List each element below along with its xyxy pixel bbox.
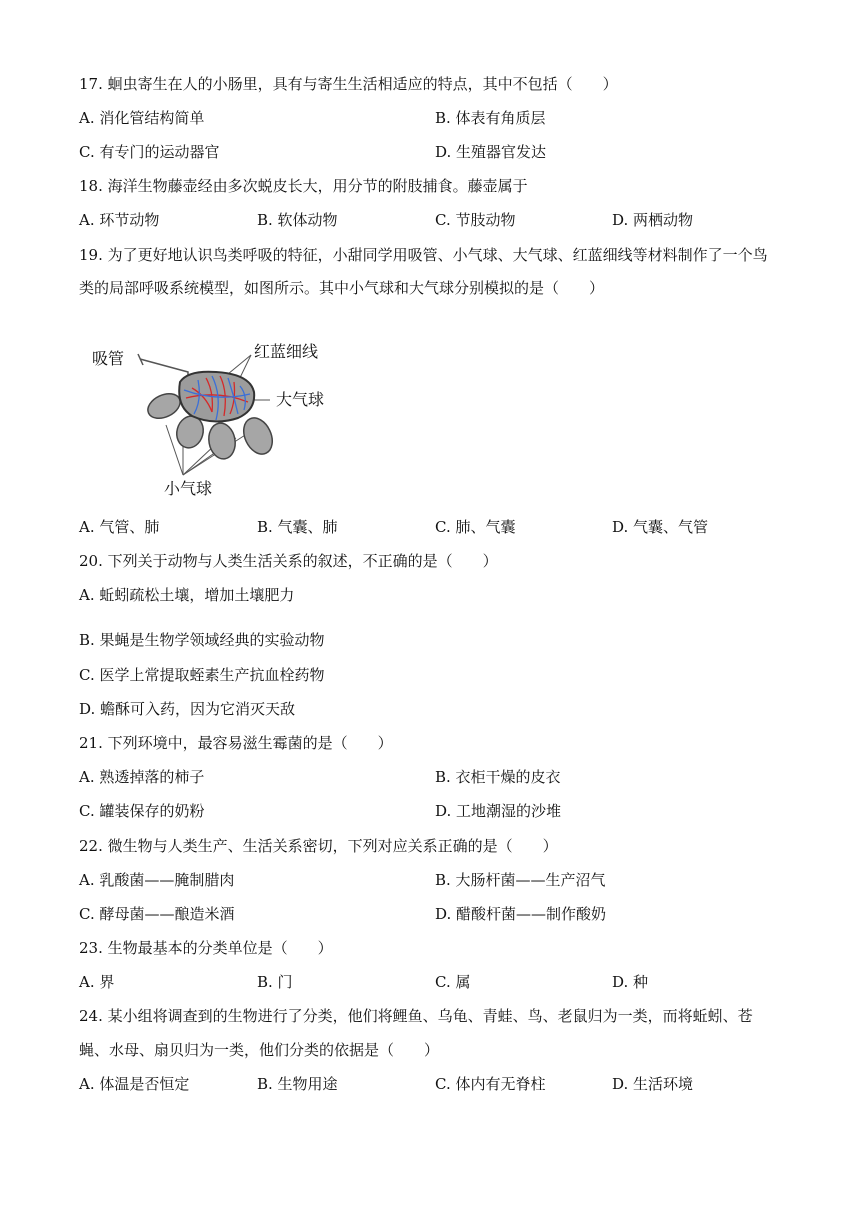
question-19-option-d: D. 气囊、气管 <box>612 518 709 536</box>
question-18-option-c: C. 节肢动物 <box>435 211 516 229</box>
thread-leader-line-1 <box>228 355 251 374</box>
tube-line <box>140 359 188 377</box>
question-21-option-a: A. 熟透掉落的柿子 <box>79 768 205 786</box>
question-20-option-a: A. 蚯蚓疏松土壤，增加土壤肥力 <box>79 586 295 604</box>
question-22-option-b: B. 大肠杆菌——生产沼气 <box>435 871 606 889</box>
question-19-option-b: B. 气囊、肺 <box>257 518 338 536</box>
question-18-option-b: B. 软体动物 <box>257 211 338 229</box>
question-23-option-d: D. 种 <box>612 973 649 991</box>
question-24-option-a: A. 体温是否恒定 <box>79 1075 190 1093</box>
bird-respiratory-model-figure <box>88 330 348 505</box>
question-20-stem: 20. 下列关于动物与人类生活关系的叙述，不正确的是（ ） <box>79 552 498 570</box>
question-20-option-b: B. 果蝇是生物学领域经典的实验动物 <box>79 631 325 649</box>
question-24-option-d: D. 生活环境 <box>612 1075 694 1093</box>
small-balloon <box>238 413 278 458</box>
tube-label: 吸管 <box>92 349 125 368</box>
question-22-option-d: D. 醋酸杆菌——制作酸奶 <box>435 905 607 923</box>
question-17-stem: 17. 蛔虫寄生在人的小肠里，具有与寄生生活相适应的特点，其中不包括（ ） <box>79 75 618 93</box>
question-19-option-a: A. 气管、肺 <box>79 518 160 536</box>
question-20-option-c: C. 医学上常提取蛭素生产抗血栓药物 <box>79 666 325 684</box>
thread-label: 红蓝细线 <box>254 342 319 361</box>
question-18-option-d: D. 两栖动物 <box>612 211 694 229</box>
question-23-option-b: B. 门 <box>257 973 293 991</box>
small-balloon-label: 小气球 <box>164 479 213 498</box>
question-17-option-d: D. 生殖器官发达 <box>435 143 547 161</box>
question-21-option-c: C. 罐装保存的奶粉 <box>79 802 205 820</box>
question-23-option-a: A. 界 <box>79 973 115 991</box>
question-17-option-c: C. 有专门的运动器官 <box>79 143 220 161</box>
question-21-stem: 21. 下列环境中，最容易滋生霉菌的是（ ） <box>79 734 393 752</box>
question-21-option-b: B. 衣柜干燥的皮衣 <box>435 768 561 786</box>
question-22-stem: 22. 微生物与人类生产、生活关系密切，下列对应关系正确的是（ ） <box>79 837 558 855</box>
question-19-stem-line-2: 类的局部呼吸系统模型，如图所示。其中小气球和大气球分别模拟的是（ ） <box>79 279 605 297</box>
question-24-stem-line-1: 24. 某小组将调查到的生物进行了分类，他们将鲤鱼、乌龟、青蛙、鸟、老鼠归为一类，而将蚯蚓、苍 <box>79 1007 753 1025</box>
question-22-option-c: C. 酵母菌——酿造米酒 <box>79 905 235 923</box>
question-24-stem-line-2: 蝇、水母、扇贝归为一类，他们分类的依据是（ ） <box>79 1041 440 1059</box>
small-balloon <box>144 389 184 423</box>
question-17-option-a: A. 消化管结构简单 <box>79 109 205 127</box>
question-18-stem: 18. 海洋生物藤壶经由多次蜕皮长大，用分节的附肢捕食。藤壶属于 <box>79 177 528 195</box>
big-balloon-label: 大气球 <box>276 390 325 409</box>
question-22-option-a: A. 乳酸菌——腌制腊肉 <box>79 871 235 889</box>
question-17-option-b: B. 体表有角质层 <box>435 109 546 127</box>
question-23-option-c: C. 属 <box>435 973 471 991</box>
question-19-option-c: C. 肺、气囊 <box>435 518 516 536</box>
question-24-option-b: B. 生物用途 <box>257 1075 338 1093</box>
question-21-option-d: D. 工地潮湿的沙堆 <box>435 802 562 820</box>
question-18-option-a: A. 环节动物 <box>79 211 160 229</box>
question-24-option-c: C. 体内有无脊柱 <box>435 1075 546 1093</box>
question-23-stem: 23. 生物最基本的分类单位是（ ） <box>79 939 333 957</box>
question-19-stem-line-1: 19. 为了更好地认识鸟类呼吸的特征，小甜同学用吸管、小气球、大气球、红蓝细线等材料制作了一个鸟 <box>79 246 768 264</box>
question-20-option-d: D. 蟾酥可入药，因为它消灭天敌 <box>79 700 296 718</box>
